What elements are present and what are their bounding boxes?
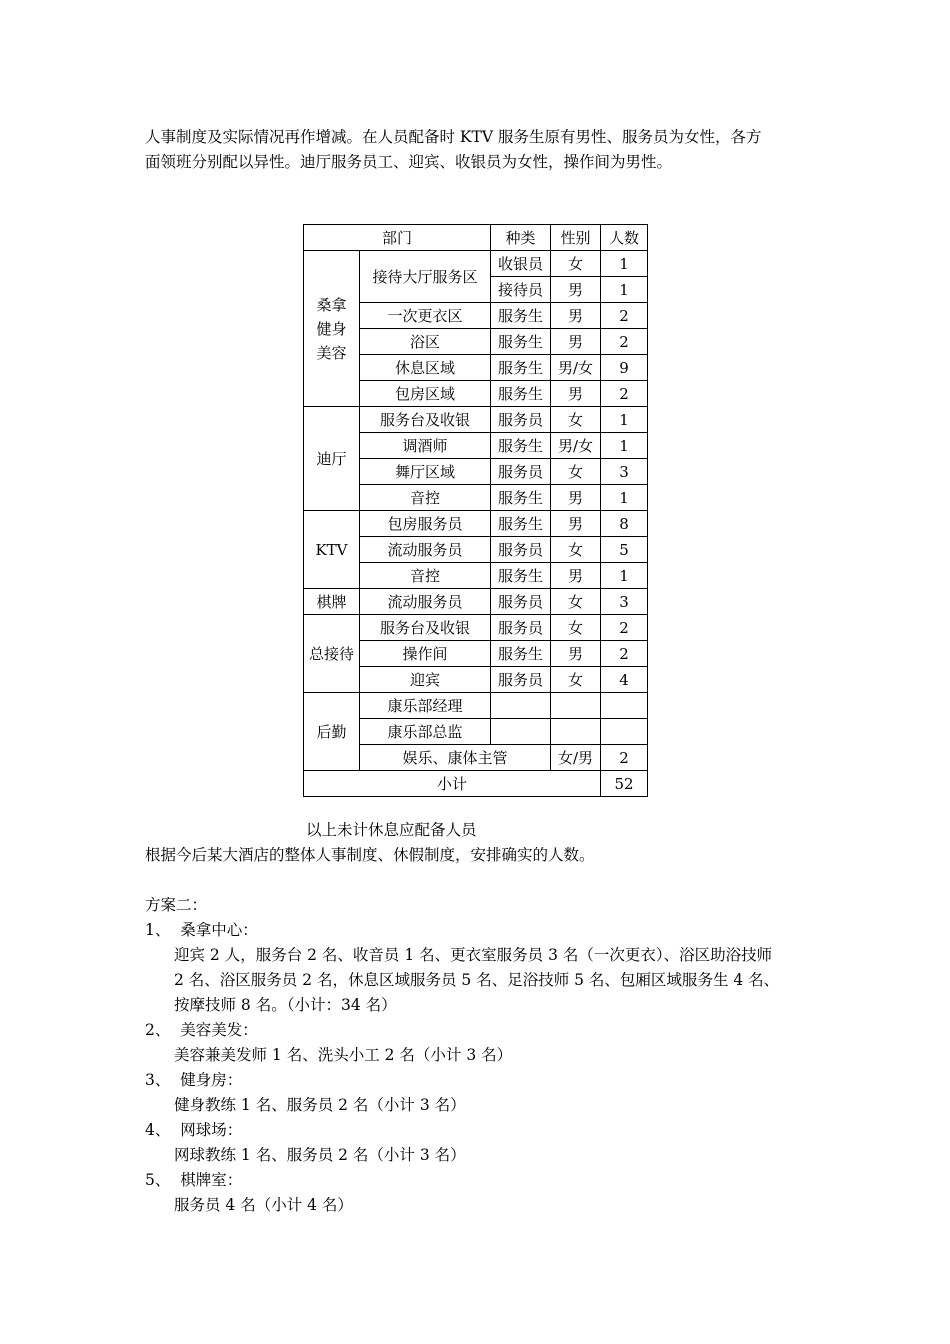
table-header-row [304, 225, 648, 251]
item-number: 2、 [145, 1021, 171, 1039]
area-cell: 舞厅区域 [360, 459, 491, 485]
plan2-item-1-line-2: 2 名、浴区服务员 2 名，休息区域服务员 5 名、足浴技师 5 名、包厢区域服务生 4 名、 [174, 971, 780, 989]
count-cell: 2 [601, 381, 648, 407]
table-note: 以上未计休息应配备人员 [306, 821, 477, 839]
area-cell: 迎宾 [360, 667, 491, 693]
after-table-paragraph: 根据今后某大酒店的整体人事制度、休假制度，安排确实的人数。 [145, 846, 595, 864]
table-row [304, 511, 648, 537]
plan2-item-1-heading [145, 918, 258, 943]
plan2-item-2-heading [145, 1018, 258, 1043]
gender-cell: 女 [551, 667, 601, 693]
group-chess: 棋牌 [304, 589, 360, 615]
area-cell: 服务台及收银 [360, 407, 491, 433]
header-gender: 性别 [551, 225, 601, 251]
intro-line-2: 面领班分别配以异性。迪厅服务员工、迎宾、收银员为女性，操作间为男性。 [145, 153, 673, 171]
table-row [304, 693, 648, 719]
plan2-item-1-line-1: 迎宾 2 人，服务台 2 名、收音员 1 名、更衣室服务员 3 名（一次更衣）、浴区助浴技师 [174, 946, 773, 964]
count-cell: 3 [601, 459, 648, 485]
item-title: 美容美发： [180, 1021, 258, 1039]
type-cell: 服务生 [491, 355, 551, 381]
plan2-item-2-line-1: 美容兼美发师 1 名、洗头小工 2 名（小计 3 名） [174, 1046, 513, 1064]
item-title: 棋牌室： [180, 1171, 243, 1189]
group-reception: 总接待 [304, 615, 360, 693]
type-cell: 服务生 [491, 303, 551, 329]
type-cell: 服务员 [491, 589, 551, 615]
gender-cell: 男 [551, 277, 601, 303]
area-cell: 包房区域 [360, 381, 491, 407]
type-cell: 服务生 [491, 329, 551, 355]
area-cell: 休息区域 [360, 355, 491, 381]
subtotal-label: 小计 [304, 771, 601, 797]
count-cell: 3 [601, 589, 648, 615]
type-cell: 服务生 [491, 511, 551, 537]
area-cell: 康乐部经理 [360, 693, 491, 719]
item-title: 网球场： [180, 1121, 243, 1139]
plan2-item-1-line-3: 按摩技师 8 名。（小计：34 名） [174, 996, 397, 1014]
type-cell: 服务生 [491, 563, 551, 589]
header-count: 人数 [601, 225, 648, 251]
gender-cell: 男 [551, 511, 601, 537]
count-cell: 9 [601, 355, 648, 381]
header-dept: 部门 [304, 225, 491, 251]
table-row [304, 407, 648, 433]
gender-cell: 男 [551, 329, 601, 355]
gender-cell: 男 [551, 381, 601, 407]
item-number: 5、 [145, 1171, 171, 1189]
count-cell: 2 [601, 745, 648, 771]
gender-cell: 女/男 [551, 745, 601, 771]
plan2-item-4-line-1: 网球教练 1 名、服务员 2 名（小计 3 名） [174, 1146, 466, 1164]
intro-line-1: 人事制度及实际情况再作增减。在人员配备时 KTV 服务生原有男性、服务员为女性，各方 [145, 128, 762, 146]
area-cell: 调酒师 [360, 433, 491, 459]
item-number: 4、 [145, 1121, 171, 1139]
area-cell: 娱乐、康体主管 [360, 745, 551, 771]
type-cell [491, 719, 551, 745]
count-cell [601, 719, 648, 745]
count-cell: 8 [601, 511, 648, 537]
item-number: 1、 [145, 921, 171, 939]
gender-cell: 女 [551, 459, 601, 485]
gender-cell: 男 [551, 303, 601, 329]
group-logistics: 后勤 [304, 693, 360, 771]
type-cell: 服务员 [491, 615, 551, 641]
area-cell: 操作间 [360, 641, 491, 667]
type-cell: 服务生 [491, 641, 551, 667]
item-number: 3、 [145, 1071, 171, 1089]
gender-cell [551, 719, 601, 745]
gender-cell: 男 [551, 485, 601, 511]
gender-cell: 女 [551, 589, 601, 615]
type-cell: 收银员 [491, 251, 551, 277]
plan2-item-3-line-1: 健身教练 1 名、服务员 2 名（小计 3 名） [174, 1096, 466, 1114]
count-cell: 4 [601, 667, 648, 693]
group-sauna: 桑拿 健身 美容 [304, 251, 360, 407]
staffing-table [303, 224, 648, 797]
plan2-item-3-heading [145, 1068, 242, 1093]
gender-cell: 男/女 [551, 433, 601, 459]
count-cell: 1 [601, 433, 648, 459]
table-row [304, 251, 648, 277]
group-ktv: KTV [304, 511, 360, 589]
type-cell [491, 693, 551, 719]
gender-cell: 女 [551, 407, 601, 433]
plan2-item-4-heading [145, 1118, 242, 1143]
count-cell: 2 [601, 615, 648, 641]
count-cell: 2 [601, 303, 648, 329]
subtotal-row [304, 771, 648, 797]
subtotal-value: 52 [601, 771, 648, 797]
type-cell: 服务员 [491, 407, 551, 433]
type-cell: 服务生 [491, 433, 551, 459]
count-cell: 2 [601, 641, 648, 667]
area-cell: 浴区 [360, 329, 491, 355]
header-type: 种类 [491, 225, 551, 251]
gender-cell: 女 [551, 251, 601, 277]
area-cell: 流动服务员 [360, 589, 491, 615]
area-cell: 音控 [360, 563, 491, 589]
count-cell: 1 [601, 563, 648, 589]
area-cell: 流动服务员 [360, 537, 491, 563]
type-cell: 服务生 [491, 381, 551, 407]
count-cell: 1 [601, 407, 648, 433]
type-cell: 服务员 [491, 537, 551, 563]
count-cell: 1 [601, 485, 648, 511]
intro-paragraph [145, 125, 810, 175]
group-disco: 迪厅 [304, 407, 360, 511]
table-row [304, 615, 648, 641]
gender-cell [551, 693, 601, 719]
gender-cell: 男/女 [551, 355, 601, 381]
area-cell: 音控 [360, 485, 491, 511]
count-cell: 1 [601, 277, 648, 303]
gender-cell: 女 [551, 537, 601, 563]
gender-cell: 男 [551, 563, 601, 589]
type-cell: 服务员 [491, 459, 551, 485]
area-cell: 接待大厅服务区 [360, 251, 491, 303]
count-cell: 1 [601, 251, 648, 277]
area-cell: 服务台及收银 [360, 615, 491, 641]
type-cell: 接待员 [491, 277, 551, 303]
type-cell: 服务员 [491, 667, 551, 693]
item-title: 健身房： [180, 1071, 243, 1089]
type-cell: 服务生 [491, 485, 551, 511]
item-title: 桑拿中心： [180, 921, 258, 939]
gender-cell: 男 [551, 641, 601, 667]
count-cell: 2 [601, 329, 648, 355]
area-cell: 包房服务员 [360, 511, 491, 537]
count-cell: 5 [601, 537, 648, 563]
plan2-title: 方案二： [145, 896, 208, 914]
plan2-item-5-line-1: 服务员 4 名（小计 4 名） [174, 1196, 353, 1214]
table-row [304, 589, 648, 615]
count-cell [601, 693, 648, 719]
area-cell: 康乐部总监 [360, 719, 491, 745]
plan2-item-5-heading [145, 1168, 242, 1193]
gender-cell: 女 [551, 615, 601, 641]
area-cell: 一次更衣区 [360, 303, 491, 329]
